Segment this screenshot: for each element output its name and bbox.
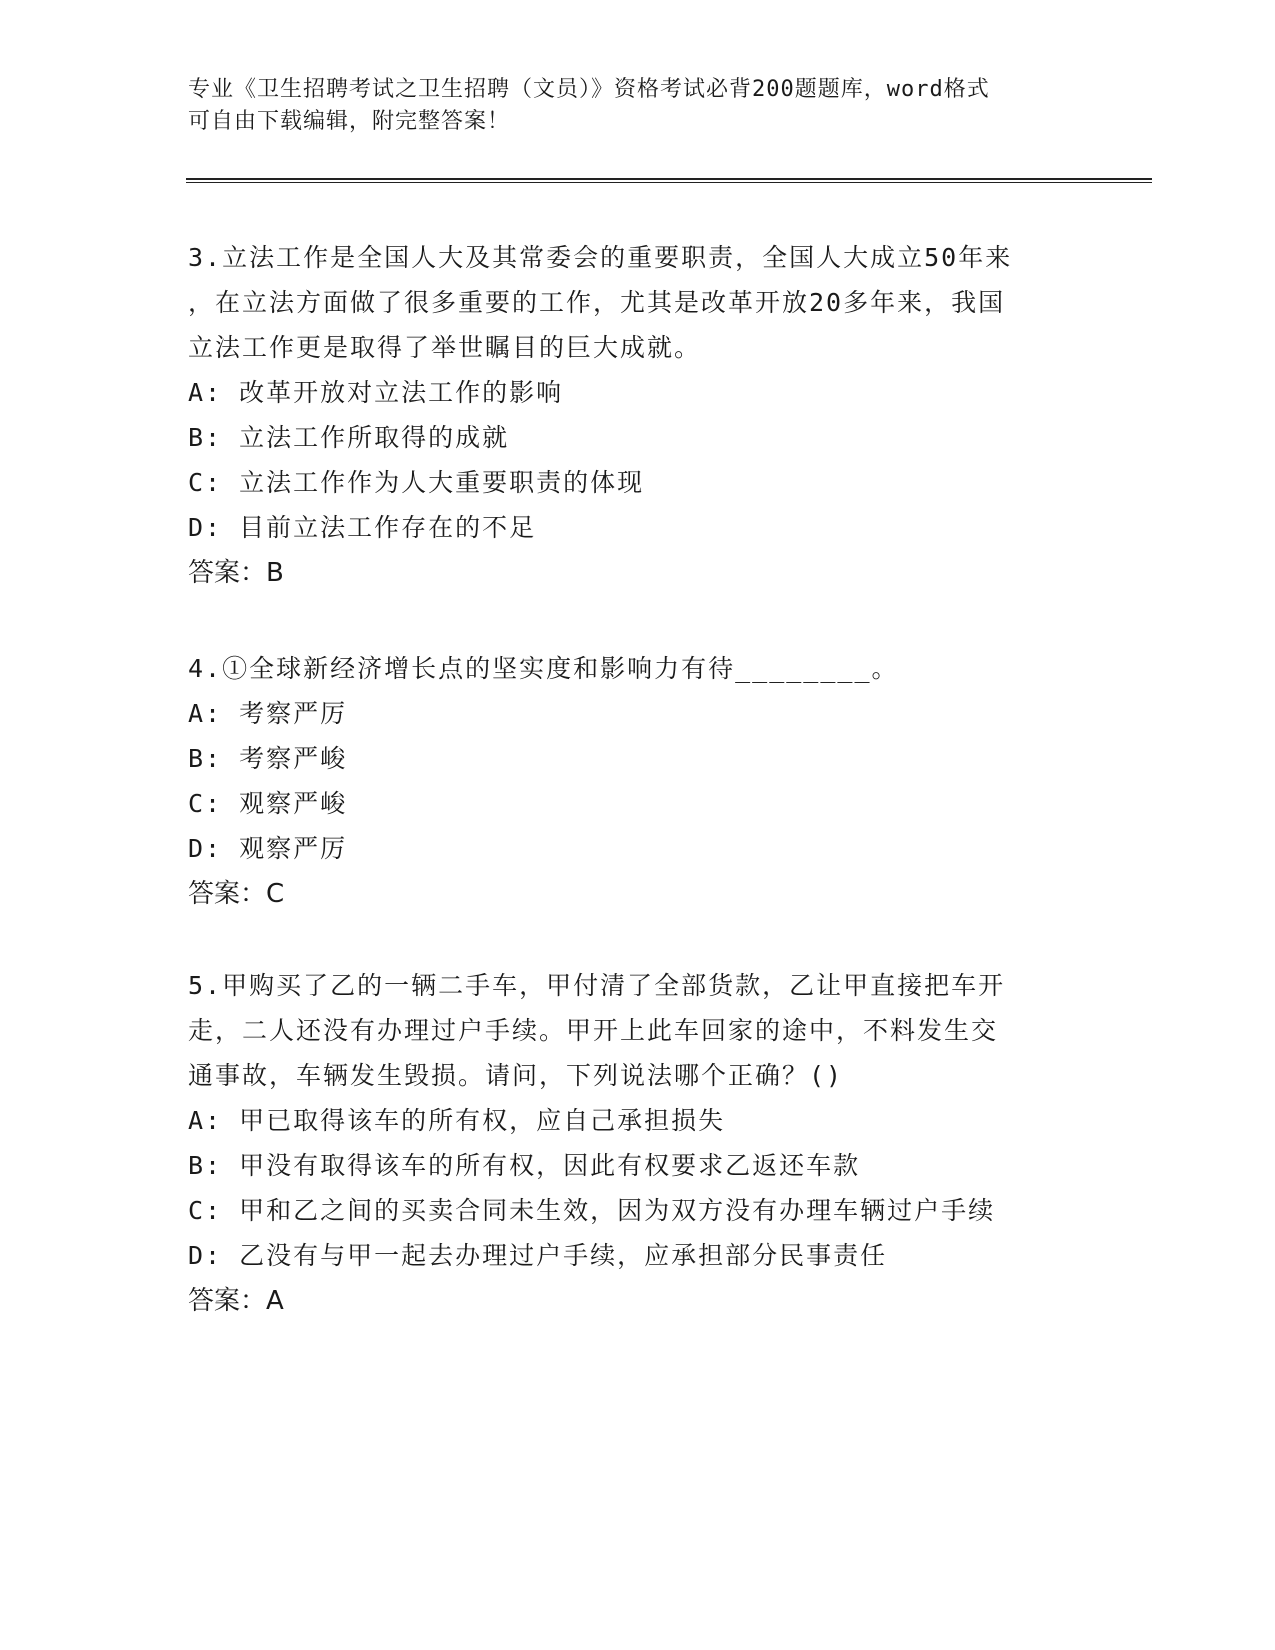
- document-header: [188, 74, 1068, 138]
- answer-key: 答案：C: [188, 879, 285, 909]
- header-title-line-1: 专业《卫生招聘考试之卫生招聘（文员）》资格考试必背200题题库，word格式: [188, 77, 990, 102]
- option-c: C: 甲和乙之间的买卖合同未生效，因为双方没有办理车辆过户手续: [188, 1196, 996, 1225]
- answer-key: 答案：B: [188, 558, 284, 588]
- option-d: D: 目前立法工作存在的不足: [188, 513, 537, 542]
- option-a: A: 改革开放对立法工作的影响: [188, 378, 564, 407]
- option-b: B: 立法工作所取得的成就: [188, 423, 510, 452]
- header-divider-thick: [186, 178, 1152, 180]
- option-a: A: 考察严厉: [188, 699, 348, 728]
- question-4: [188, 646, 1088, 917]
- header-title-line-2: 可自由下载编辑，附完整答案！: [188, 109, 511, 134]
- option-c: C: 观察严峻: [188, 789, 348, 818]
- question-stem-line: 通事故，车辆发生毁损。请问，下列说法哪个正确？(): [188, 1061, 844, 1090]
- question-3: [188, 235, 1088, 596]
- question-stem-line: ，在立法方面做了很多重要的工作，尤其是改革开放20多年来，我国: [188, 288, 1006, 317]
- header-divider-thin: [186, 182, 1152, 183]
- option-c: C: 立法工作作为人大重要职责的体现: [188, 468, 645, 497]
- question-stem-line: 立法工作更是取得了举世瞩目的巨大成就。: [188, 333, 702, 362]
- option-d: D: 乙没有与甲一起去办理过户手续，应承担部分民事责任: [188, 1241, 888, 1270]
- option-d: D: 观察严厉: [188, 834, 348, 863]
- option-b: B: 甲没有取得该车的所有权，因此有权要求乙返还车款: [188, 1151, 861, 1180]
- option-b: B: 考察严峻: [188, 744, 348, 773]
- question-5: [188, 963, 1088, 1324]
- answer-key: 答案：A: [188, 1286, 284, 1316]
- option-a: A: 甲已取得该车的所有权，应自己承担损失: [188, 1106, 726, 1135]
- question-stem-line: 3.立法工作是全国人大及其常委会的重要职责，全国人大成立50年来: [188, 243, 1013, 272]
- question-stem-line: 走，二人还没有办理过户手续。甲开上此车回家的途中，不料发生交: [188, 1016, 999, 1045]
- question-stem-line: 5.甲购买了乙的一辆二手车，甲付清了全部货款，乙让甲直接把车开: [188, 971, 1006, 1000]
- question-stem-line: 4.①全球新经济增长点的坚实度和影响力有待________。: [188, 654, 899, 683]
